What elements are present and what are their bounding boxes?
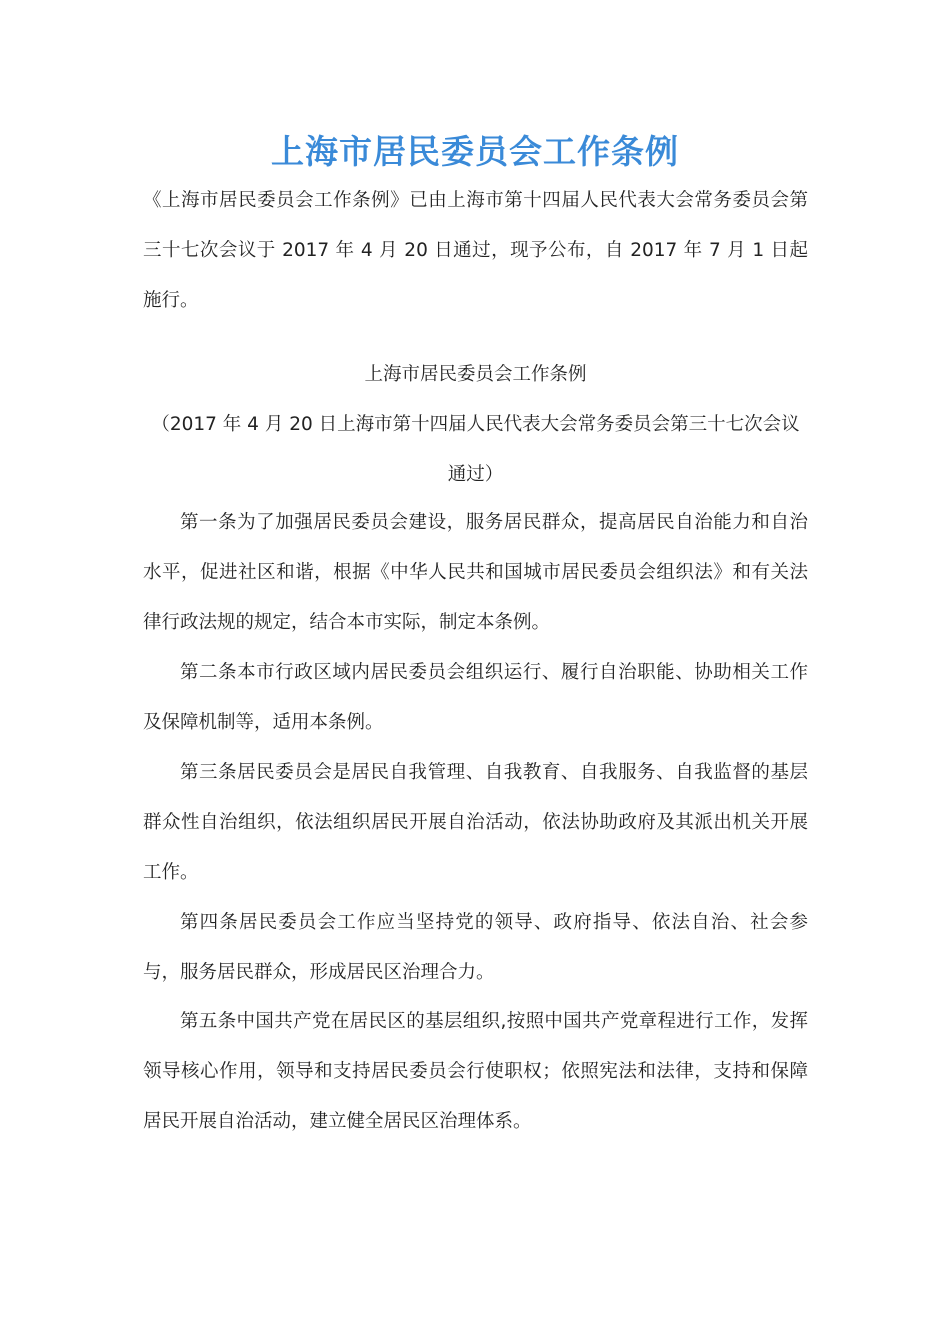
document-title: 上海市居民委员会工作条例 <box>271 132 679 171</box>
article-3: 第三条居民委员会是居民自我管理、自我教育、自我服务、自我监督的基层群众性自治组织，依法组织居民开展自治活动，依法协助政府及其派出机关开展工作。 <box>143 762 808 883</box>
article-4: 第四条居民委员会工作应当坚持党的领导、政府指导、依法自治、社会参与，服务居民群众，形成居民区治理合力。 <box>143 912 808 983</box>
article-2: 第二条本市行政区域内居民委员会组织运行、履行自治职能、协助相关工作及保障机制等，适用本条例。 <box>143 662 808 733</box>
passage-note: （2017 年 4 月 20 日上海市第十四届人民代表大会常务委员会第三十七次会议通过） <box>151 414 800 485</box>
article-5: 第五条中国共产党在居民区的基层组织,按照中国共产党章程进行工作，发挥领导核心作用，领导和支持居民委员会行使职权；依照宪法和法律，支持和保障居民开展自治活动，建立健全居民区治理体系。 <box>143 1011 808 1132</box>
article-1: 第一条为了加强居民委员会建设，服务居民群众，提高居民自治能力和自治水平，促进社区和谐，根据《中华人民共和国城市居民委员会组织法》和有关法律行政法规的规定，结合本市实际，制定本条例。 <box>143 512 808 633</box>
intro-paragraph: 《上海市居民委员会工作条例》已由上海市第十四届人民代表大会常务委员会第三十七次会议于 2017 年 4 月 20 日通过，现予公布，自 2017 年 7 月 1 日起施行。 <box>143 190 808 311</box>
regulation-subtitle: 上海市居民委员会工作条例 <box>364 364 587 385</box>
